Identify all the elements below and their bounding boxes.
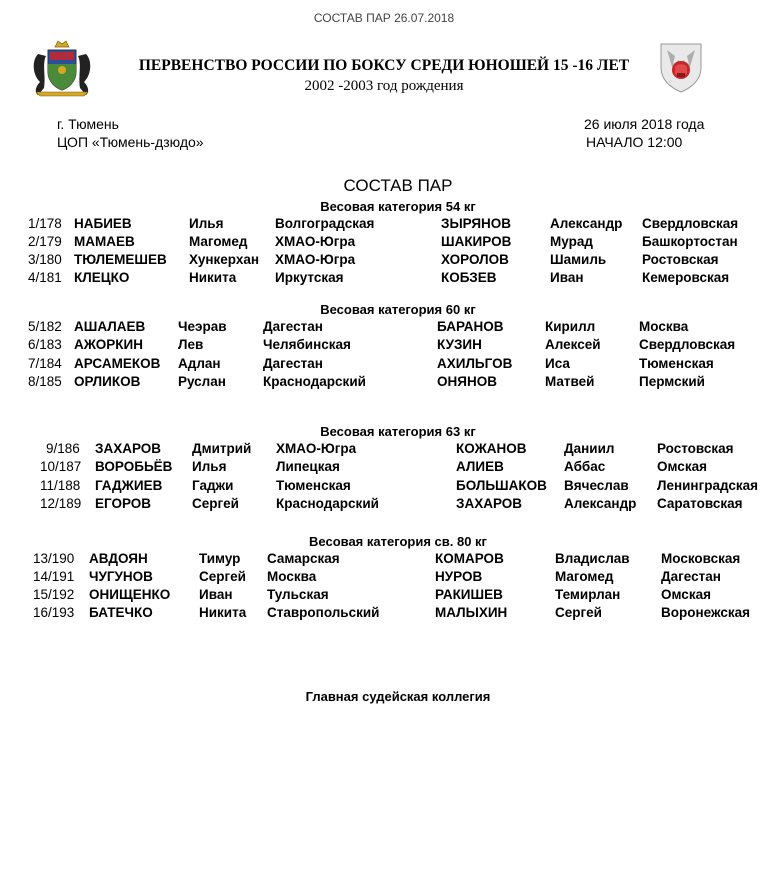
blue-surname: ОНЯНОВ xyxy=(437,374,497,389)
blue-surname: АХИЛЬГОВ xyxy=(437,356,513,371)
red-name: Магомед xyxy=(189,234,248,249)
blue-region: Свердловская xyxy=(639,337,736,352)
red-surname: НАБИЕВ xyxy=(74,216,132,231)
red-name: Гаджи xyxy=(192,478,234,493)
pair-number: 12/189 xyxy=(40,496,82,511)
blue-region: Саратовская xyxy=(657,496,743,511)
venue-city: г. Тюмень xyxy=(57,116,119,132)
blue-region: Московская xyxy=(661,551,741,566)
blue-name: Алексей xyxy=(545,337,601,352)
red-region: Краснодарский xyxy=(276,496,379,511)
blue-surname: АЛИЕВ xyxy=(456,459,504,474)
blue-surname: КУЗИН xyxy=(437,337,482,352)
blue-name: Иван xyxy=(550,270,584,285)
blue-region: Омская xyxy=(657,459,707,474)
blue-surname: МАЛЫХИН xyxy=(435,605,508,620)
red-surname: БАТЕЧКО xyxy=(89,605,153,620)
event-date: 26 июля 2018 года xyxy=(584,116,705,132)
pair-number: 15/192 xyxy=(33,587,75,602)
red-surname: АВДОЯН xyxy=(89,551,148,566)
pair-number: 1/178 xyxy=(28,216,62,231)
blue-name: Александр xyxy=(550,216,623,231)
blue-surname: КОЖАНОВ xyxy=(456,441,527,456)
championship-title: ПЕРВЕНСТВО РОССИИ ПО БОКСУ СРЕДИ ЮНОШЕЙ 15 -16 ЛЕТ xyxy=(138,57,630,74)
red-name: Руслан xyxy=(178,374,226,389)
blue-name: Сергей xyxy=(555,605,602,620)
blue-surname: БОЛЬШАКОВ xyxy=(456,478,547,493)
red-name: Илья xyxy=(192,459,227,474)
blue-region: Ленинградская xyxy=(657,478,759,493)
pair-number: 16/193 xyxy=(33,605,75,620)
red-name: Тимур xyxy=(199,551,241,566)
blue-region: Ростовская xyxy=(657,441,734,456)
red-region: Волгоградская xyxy=(275,216,375,231)
red-name: Чеэрав xyxy=(178,319,227,334)
red-region: Тульская xyxy=(267,587,329,602)
pair-number: 13/190 xyxy=(33,551,75,566)
red-name: Адлан xyxy=(178,356,221,371)
blue-region: Воронежская xyxy=(661,605,751,620)
page-header: СОСТАВ ПАР 26.07.2018 xyxy=(313,11,455,25)
red-region: Липецкая xyxy=(276,459,340,474)
red-name: Иван xyxy=(199,587,233,602)
red-region: Дагестан xyxy=(263,319,323,334)
red-region: Краснодарский xyxy=(263,374,366,389)
red-region: Дагестан xyxy=(263,356,323,371)
blue-surname: ЗАХАРОВ xyxy=(456,496,523,511)
pair-number: 6/183 xyxy=(28,337,62,352)
pair-number: 5/182 xyxy=(28,319,62,334)
blue-surname: ЗЫРЯНОВ xyxy=(441,216,512,231)
venue-place: ЦОП «Тюмень-дзюдо» xyxy=(57,134,204,150)
red-surname: ЕГОРОВ xyxy=(95,496,152,511)
blue-name: Мурад xyxy=(550,234,593,249)
blue-surname: НУРОВ xyxy=(435,569,483,584)
pair-number: 2/179 xyxy=(28,234,62,249)
blue-region: Кемеровская xyxy=(642,270,730,285)
pair-number: 8/185 xyxy=(28,374,62,389)
red-region: Ставропольский xyxy=(267,605,380,620)
start-time: НАЧАЛО 12:00 xyxy=(586,134,683,150)
pair-number: 7/184 xyxy=(28,356,62,371)
red-region: ХМАО-Югра xyxy=(276,441,357,456)
blue-region: Омская xyxy=(661,587,711,602)
blue-name: Иса xyxy=(545,356,570,371)
pair-number: 10/187 xyxy=(40,459,82,474)
red-name: Сергей xyxy=(199,569,246,584)
red-name: Никита xyxy=(199,605,247,620)
blue-region: Ростовская xyxy=(642,252,719,267)
blue-region: Москва xyxy=(639,319,689,334)
blue-name: Магомед xyxy=(555,569,614,584)
chief-judges-panel: Главная судейская коллегия xyxy=(305,689,491,704)
red-name: Никита xyxy=(189,270,237,285)
red-region: Самарская xyxy=(267,551,340,566)
blue-region: Свердловская xyxy=(642,216,739,231)
red-name: Хункерхан xyxy=(189,252,259,267)
red-surname: ГАДЖИЕВ xyxy=(95,478,163,493)
red-name: Лев xyxy=(178,337,204,352)
pair-number: 4/181 xyxy=(28,270,62,285)
red-region: Иркутская xyxy=(275,270,344,285)
red-surname: КЛЕЦКО xyxy=(74,270,130,285)
blue-surname: БАРАНОВ xyxy=(437,319,504,334)
red-region: Тюменская xyxy=(276,478,351,493)
blue-name: Аббас xyxy=(564,459,606,474)
red-surname: МАМАЕВ xyxy=(74,234,135,249)
pair-number: 14/191 xyxy=(33,569,75,584)
red-surname: АШАЛАЕВ xyxy=(74,319,146,334)
blue-name: Владислав xyxy=(555,551,630,566)
blue-name: Шамиль xyxy=(550,252,607,267)
red-name: Дмитрий xyxy=(192,441,252,456)
red-surname: ОНИЩЕНКО xyxy=(89,587,171,602)
red-name: Илья xyxy=(189,216,224,231)
red-region: Москва xyxy=(267,569,317,584)
blue-region: Дагестан xyxy=(661,569,721,584)
blue-surname: РАКИШЕВ xyxy=(435,587,503,602)
red-region: ХМАО-Югра xyxy=(275,234,356,249)
blue-name: Темирлан xyxy=(555,587,621,602)
blue-surname: ХОРОЛОВ xyxy=(441,252,509,267)
red-surname: АЖОРКИН xyxy=(74,337,143,352)
blue-region: Пермский xyxy=(639,374,705,389)
red-surname: ВОРОБЬЁВ xyxy=(95,459,173,474)
blue-region: Башкортостан xyxy=(642,234,738,249)
weight-category-80-plus-heading: Весовая категория св. 80 кг xyxy=(309,534,487,549)
red-region: Челябинская xyxy=(263,337,351,352)
red-surname: ОРЛИКОВ xyxy=(74,374,141,389)
birth-years-subtitle: 2002 -2003 год рождения xyxy=(304,78,464,94)
pair-number: 3/180 xyxy=(28,252,62,267)
red-surname: АРСАМЕКОВ xyxy=(74,356,161,371)
red-surname: ТЮЛЕМЕШЕВ xyxy=(74,252,167,267)
red-name: Сергей xyxy=(192,496,239,511)
blue-name: Матвей xyxy=(545,374,595,389)
blue-surname: ШАКИРОВ xyxy=(441,234,512,249)
weight-category-60-heading: Весовая категория 60 кг xyxy=(320,302,476,317)
blue-name: Даниил xyxy=(564,441,615,456)
blue-surname: КОМАРОВ xyxy=(435,551,504,566)
pair-number: 9/186 xyxy=(46,441,80,456)
blue-surname: КОБЗЕВ xyxy=(441,270,497,285)
blue-name: Кирилл xyxy=(545,319,596,334)
red-region: ХМАО-Югра xyxy=(275,252,356,267)
red-surname: ЧУГУНОВ xyxy=(89,569,153,584)
document-title: СОСТАВ ПАР xyxy=(343,176,453,195)
weight-category-63-heading: Весовая категория 63 кг xyxy=(320,424,476,439)
blue-name: Вячеслав xyxy=(564,478,629,493)
blue-region: Тюменская xyxy=(639,356,714,371)
red-surname: ЗАХАРОВ xyxy=(95,441,162,456)
blue-name: Александр xyxy=(564,496,637,511)
weight-category-54-heading: Весовая категория 54 кг xyxy=(320,199,476,214)
pair-number: 11/188 xyxy=(40,478,81,493)
